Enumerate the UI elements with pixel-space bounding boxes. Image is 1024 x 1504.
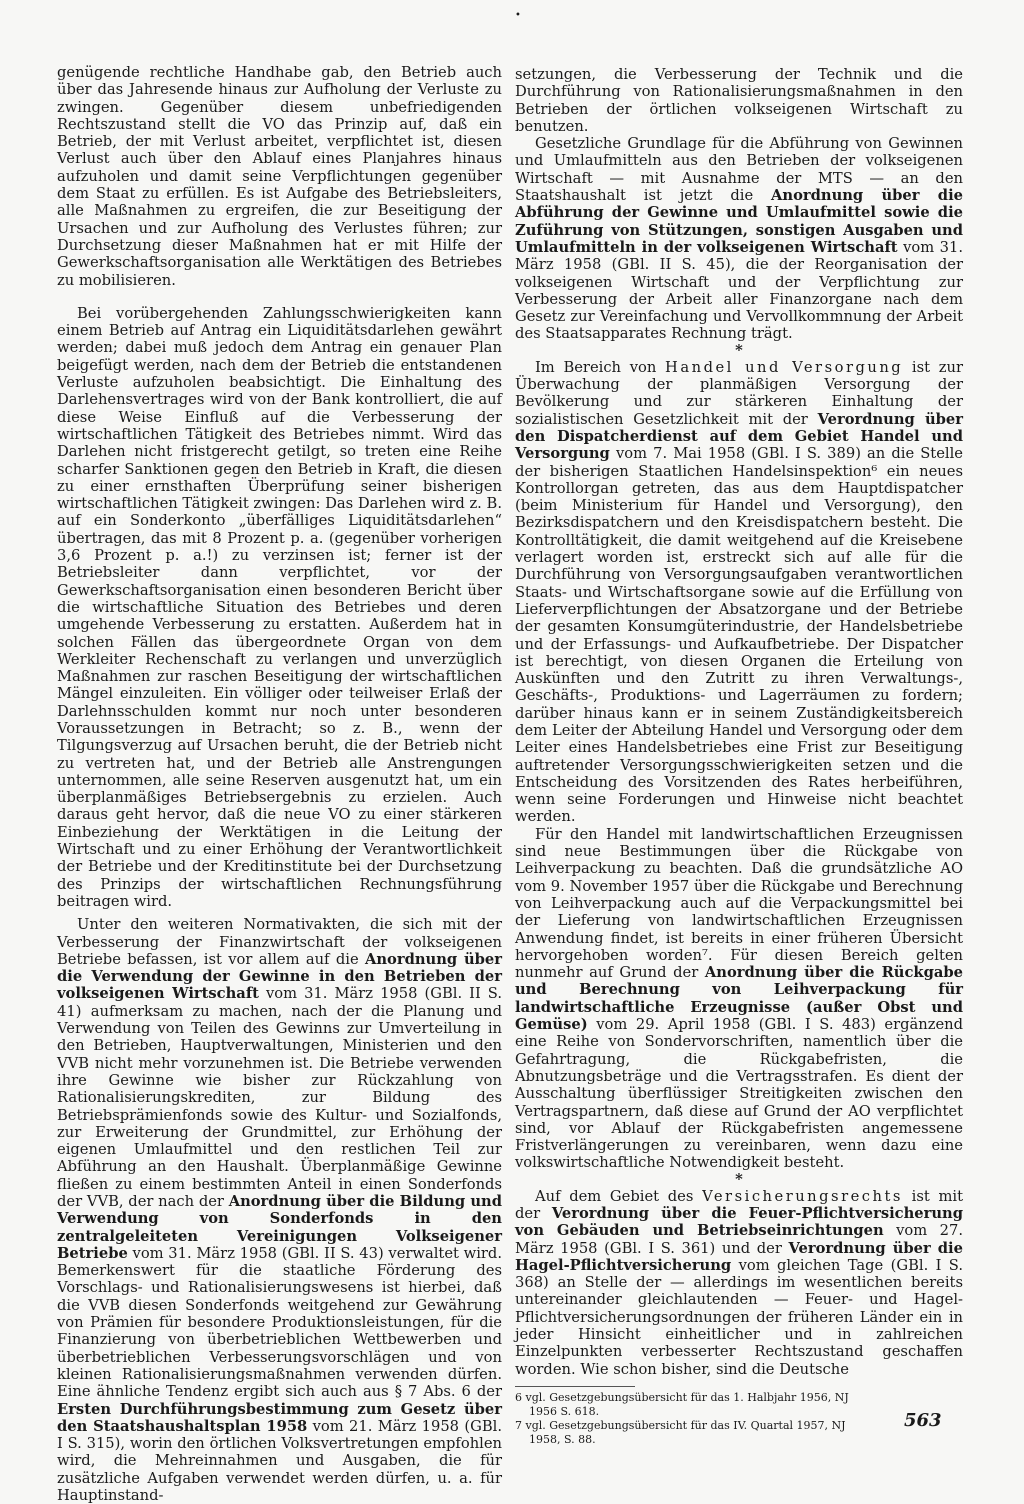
- ref-anordnung-sonderfonds: Anordnung über die Bildung und Verwendung von Sonderfonds in den zentralgeleiteten Vereinigungen Volkseigener Betriebe: [57, 1193, 502, 1262]
- ref-anordnung-abfuehrung: Anordnung über die Abführung der Gewinne und Umlaufmittel sowie die Zuführung von Stützungen, sonstigen Ausgaben und Umlaufmitteln in der volkseigenen Wirtschaft: [515, 187, 963, 256]
- left-column: [57, 64, 502, 1504]
- right-paragraph-4: Für den Handel mit landwirtschaftlichen Erzeugnissen sind neue Bestimmungen über die Rückgabe von Leihverpackung zu beachten. Daß die grundsätzliche AO vom 9. November 1957 über die Rückgabe und Berechnung von Leihverpackung auch auf die Verpackungsmittel bei der Lieferung von landwirtschaftlichen Erzeugnissen Anwendung findet, ist bereits in einer früheren Übersicht hervorgehoben worden⁷. Für diesen Bereich gelten nunmehr auf Grund der Anordnung über die Rückgabe und Berechnung von Leihverpackung für landwirtschaftliche Erzeugnisse (außer Obst und Gemüse) vom 29. April 1958 (GBl. I S. 483) ergänzend eine Reihe von Sondervorschriften, namentlich über die Gefahrtragung, die Rückgabefristen, die Abnutzungsbeträge und die Vertragsstrafen. Es dient der Ausschaltung überflüssiger Streitigkeiten zwischen den Vertragspartnern, daß diese auf Grund der AO verpflichtet sind, vor Ablauf der Rückgabefristen angemessene Fristverlängerungen zu vereinbaren, wenn dazu eine volkswirtschaftliche Notwendigkeit besteht.: [515, 825, 963, 1172]
- ref-verordnung-feuer: Verordnung über die Feuer-Pflichtversicherung von Gebäuden und Betriebseinrichtungen: [515, 1205, 963, 1240]
- ref-verordnung-hagel: Verordnung über die Hagel-Pflichtversicherung: [515, 1239, 963, 1274]
- right-paragraph-2: Gesetzliche Grundlage für die Abführung von Gewinnen und Umlaufmitteln aus den Betrieben der volkseigenen Wirtschaft — mit Ausnahme der MTS — an den Staatshaushalt ist jetzt die Anordnung über die Abführung der Gewinne und Umlaufmittel sowie die Zuführung von Stützungen, sonstigen Ausgaben und Umlaufmitteln in der volkseigenen Wirtschaft vom 31. März 1958 (GBl. II S. 45), die der Reorganisation der volkseigenen Wirtschaft und der Verpflichtung zur Verbesserung der Arbeit aller Finanzorgane nach dem Gesetz zur Vereinfachung und Vervollkommnung der Arbeit des Staatsapparates Rechnung trägt.: [515, 135, 964, 343]
- left-paragraph-2: Bei vorübergehenden Zahlungsschwierigkeiten kann einem Betrieb auf Antrag ein Liquiditätsdarlehen gewährt werden; dabei muß jedoch dem Antrag ein genauer Plan beigefügt werden, nach dem der Betrieb die entstandenen Verluste aufzuholen beabsichtigt. Die Einhaltung des Darlehensvertrages wird von der Bank kontrolliert, die auf diese Weise Einfluß auf die Verbesserung der wirtschaftlichen Tätigkeit des Betriebes nimmt. Wird das Darlehen nicht fristgerecht getilgt, so treten eine Reihe scharfer Sanktionen gegen den Betrieb in Kraft, die diesen zu einer ernsthaften Überprüfung seiner bisherigen wirtschaftlichen Tätigkeit zwingen: Das Darlehen wird z. B. auf ein Sonderkonto „überfälliges Liquiditätsdarlehen“ übertragen, das mit 8 Prozent p. a. (gegenüber vorherigen 3,6 Prozent p. a.!) zu verzinsen ist; ferner ist der Betriebsleiter dann verpflichtet, vor der Gewerkschaftsorganisation einen besonderen Bericht über die wirtschaftliche Situation des Betriebes und deren umgehende Verbesserung zu erstatten. Außerdem hat in solchen Fällen das übergeordnete Organ von dem Werkleiter Rechenschaft zu verlangen und unverzüglich Maßnahmen zur raschen Beseitigung der wirtschaftlichen Mängel einzuleiten. Ein völliger oder teilweiser Erlaß der Darlehnsschulden kommt nur noch unter besonderen Voraussetzungen in Betracht; so z. B., wenn der Tilgungsverzug auf Ursachen beruht, die der Betrieb nicht zu vertreten hat, und der Betrieb alle Anstrengungen unternommen, alle seine Reserven ausgenutzt hat, um ein überplanmäßiges Betriebsergebnis zu erzielen. Auch daraus geht hervor, daß die neue VO zu einer stärkeren Einbeziehung der Werktätigen in die Leitung der Wirtschaft und zu einer Erhöhung der Verantwortlichkeit der Betriebe und der Kreditinstitute bei der Durchsetzung des Prinzips der wirtschaftlichen Rechnungsführung beitragen wird.: [57, 304, 502, 910]
- ref-anordnung-gewinne: Anordnung über die Verwendung der Gewinne in den Betrieben der volkseigenen Wirtschaft: [57, 950, 502, 1003]
- footnote-7: 7 vgl. Gesetzgebungsübersicht für das IV. Quartal 1957, NJ 1958, S. 88.: [515, 1418, 846, 1446]
- section-separator: *: [735, 341, 743, 359]
- ref-anordnung-leihverpackung: Anordnung über die Rückgabe und Berechnung von Leihverpackung für landwirtschaftliche Erzeugnisse (außer Obst und Gemüse): [515, 964, 963, 1034]
- section-term-handel: Handel und Versorgung: [665, 358, 904, 376]
- right-paragraph-5: Auf dem Gebiet des Versicherungsrechts ist mit der Verordnung über die Feuer-Pflichtversicherung von Gebäuden und Betriebseinrichtungen vom 27. März 1958 (GBl. I S. 361) und der Verordnung über die Hagel-Pflichtversicherung vom gleichen Tage (GBl. I S. 368) an Stelle der — allerdings im wesentlichen bereits untereinander gleichlautenden — Feuer- und Hagel-Pflichtversicherungsordnungen der früheren Länder ein in jeder Hinsicht einheitlicher und in zahlreichen Einzelpunkten verbesserter Rechtszustand geschaffen worden. Wie schon bisher, sind die Deutsche: [515, 1187, 964, 1378]
- section-separator: *: [735, 1170, 743, 1188]
- footnote-6: 6 vgl. Gesetzgebungsübersicht für das 1. Halbjahr 1956, NJ 1956 S. 618.: [515, 1390, 849, 1418]
- right-paragraph-3: Im Bereich von Handel und Versorgung ist zur Überwachung der planmäßigen Versorgung der Bevölkerung und zur stärkeren Einhaltung der sozialistischen Gesetzlichkeit mit der Verordnung über den Dispatcherdienst auf dem Gebiet Handel und Versorgung vom 7. Mai 1958 (GBl. I S. 389) an die Stelle der bisherigen Staatlichen Handelsinspektion⁶ ein neues Kontrollorgan getreten, das aus dem Hauptdispatcher (beim Ministerium für Handel und Versorgung), den Bezirksdispatchern und den Kreisdispatchern besteht. Die Kontrolltätigkeit, die damit weitgehend auf die Kreisebene verlagert worden ist, erstreckt sich auf alle für die Durchführung von Versorgungsaufgaben verantwortlichen Staats- und Wirtschaftsorgane sowie auf die Erfüllung von Lieferverpflichtungen der Absatzorgane und der Betriebe der gesamten Konsumgüterindustrie, der Handelsbetriebe und der Erfassungs- und Aufkaufbetriebe. Der Dispatcher ist berechtigt, von diesen Organen die Erteilung von Auskünften und den Zutritt zu ihren Verwaltungs-, Geschäfts-, Produktions- und Lagerräumen zu fordern; darüber hinaus kann er in seinem Zuständigkeitsbereich dem Leiter der Abteilung Handel und Versorgung oder dem Leiter eines Handelsbetriebes eine Frist zur Beseitigung auftretender Versorgungsschwierigkeiten setzen und die Entscheidung des Vorsitzenden des Rates herbeiführen, wenn seine Forderungen und Hinweise nicht beachtet werden.: [515, 358, 963, 826]
- ref-durchfuehrungsbestimmung: Ersten Durchführungsbestimmung zum Gesetz über den Staatshaushaltsplan 1958: [57, 1400, 502, 1435]
- footnote-divider: [515, 1386, 635, 1387]
- ref-verordnung-dispatcher: Verordnung über den Dispatcherdienst auf dem Gebiet Handel und Versorgung: [515, 410, 963, 463]
- page-number: 563: [904, 1410, 942, 1431]
- right-column: [515, 66, 963, 1447]
- section-term-versicherung: Versicherungsrechts: [702, 1187, 903, 1205]
- right-paragraph-1: setzungen, die Verbesserung der Technik und die Durchführung von Rationalisierungsmaßnahmen in den Betrieben der örtlichen volkseigenen Wirtschaft zu benutzen.: [515, 66, 963, 135]
- left-paragraph-1: genügende rechtliche Handhabe gab, den Betrieb auch über das Jahresende hinaus zur Aufholung der Verluste zu zwingen. Gegenüber diesem unbefriedigenden Rechtszustand stellt die VO das Prinzip auf, daß ein Betrieb, der mit Verlust arbeitet, verpflichtet ist, diesen Verlust auch über den Ablauf eines Planjahres hinaus aufzuholen und damit seine Verpflichtungen gegenüber dem Staat zu erfüllen. Es ist Aufgabe des Betriebsleiters, alle Maßnahmen zu ergreifen, die zur Beseitigung der Ursachen und zur Aufholung des Verlustes führen; zur Durchsetzung dieser Maßnahmen hat er mit Hilfe der Gewerkschaftsorganisation alle Werktätigen des Betriebes zu mobilisieren.: [57, 64, 502, 289]
- left-paragraph-3: Unter den weiteren Normativakten, die sich mit der Verbesserung der Finanzwirtschaft der volkseigenen Betriebe befassen, ist vor allem auf die Anordnung über die Verwendung der Gewinne in den Betrieben der volkseigenen Wirtschaft vom 31. März 1958 (GBl. II S. 41) aufmerksam zu machen, nach der die Planung und Verwendung von Teilen des Gewinns zur Umverteilung in den Betrieben, Hauptverwaltungen, Ministerien und den VVB nicht mehr vorzunehmen ist. Die Betriebe verwenden ihre Gewinne wie bisher zur Rückzahlung von Rationalisierungskrediten, zur Bildung des Betriebsprämienfonds sowie des Kultur- und Sozialfonds, zur Erweiterung der Grundmittel, zur Erhöhung der eigenen Umlaufmittel und den restlichen Teil zur Abführung an den Haushalt. Überplanmäßige Gewinne fließen zu einem bestimmten Anteil in einen Sonderfonds der VVB, der nach der Anordnung über die Bildung und Verwendung von Sonderfonds in den zentralgeleiteten Vereinigungen Volkseigener Betriebe vom 31. März 1958 (GBl. II S. 43) verwaltet wird. Bemerkenswert für die staatliche Förderung des Vorschlags- und Rationalisierungswesens ist hierbei, daß die VVB diesen Sonderfonds weitgehend zur Gewährung von Prämien für besondere Produktionsleistungen, für die Finanzierung von überbetrieblichen Wettbewerben und überbetrieblichen Verbesserungsvorschlägen und von kleinen Rationalisierungsmaßnahmen verwenden dürfen. Eine ähnliche Tendenz ergibt sich auch aus § 7 Abs. 6 der Ersten Durchführungsbestimmung zum Gesetz über den Staatshaushaltsplan 1958 vom 21. März 1958 (GBl. I S. 315), worin den örtlichen Volksvertretungen empfohlen wird, die Mehreinnahmen und Ausgaben, die für zusätzliche Aufgaben verwendet werden dürfen, u. a. für Hauptinstand-: [57, 916, 502, 1504]
- top-mark: •: [515, 10, 521, 21]
